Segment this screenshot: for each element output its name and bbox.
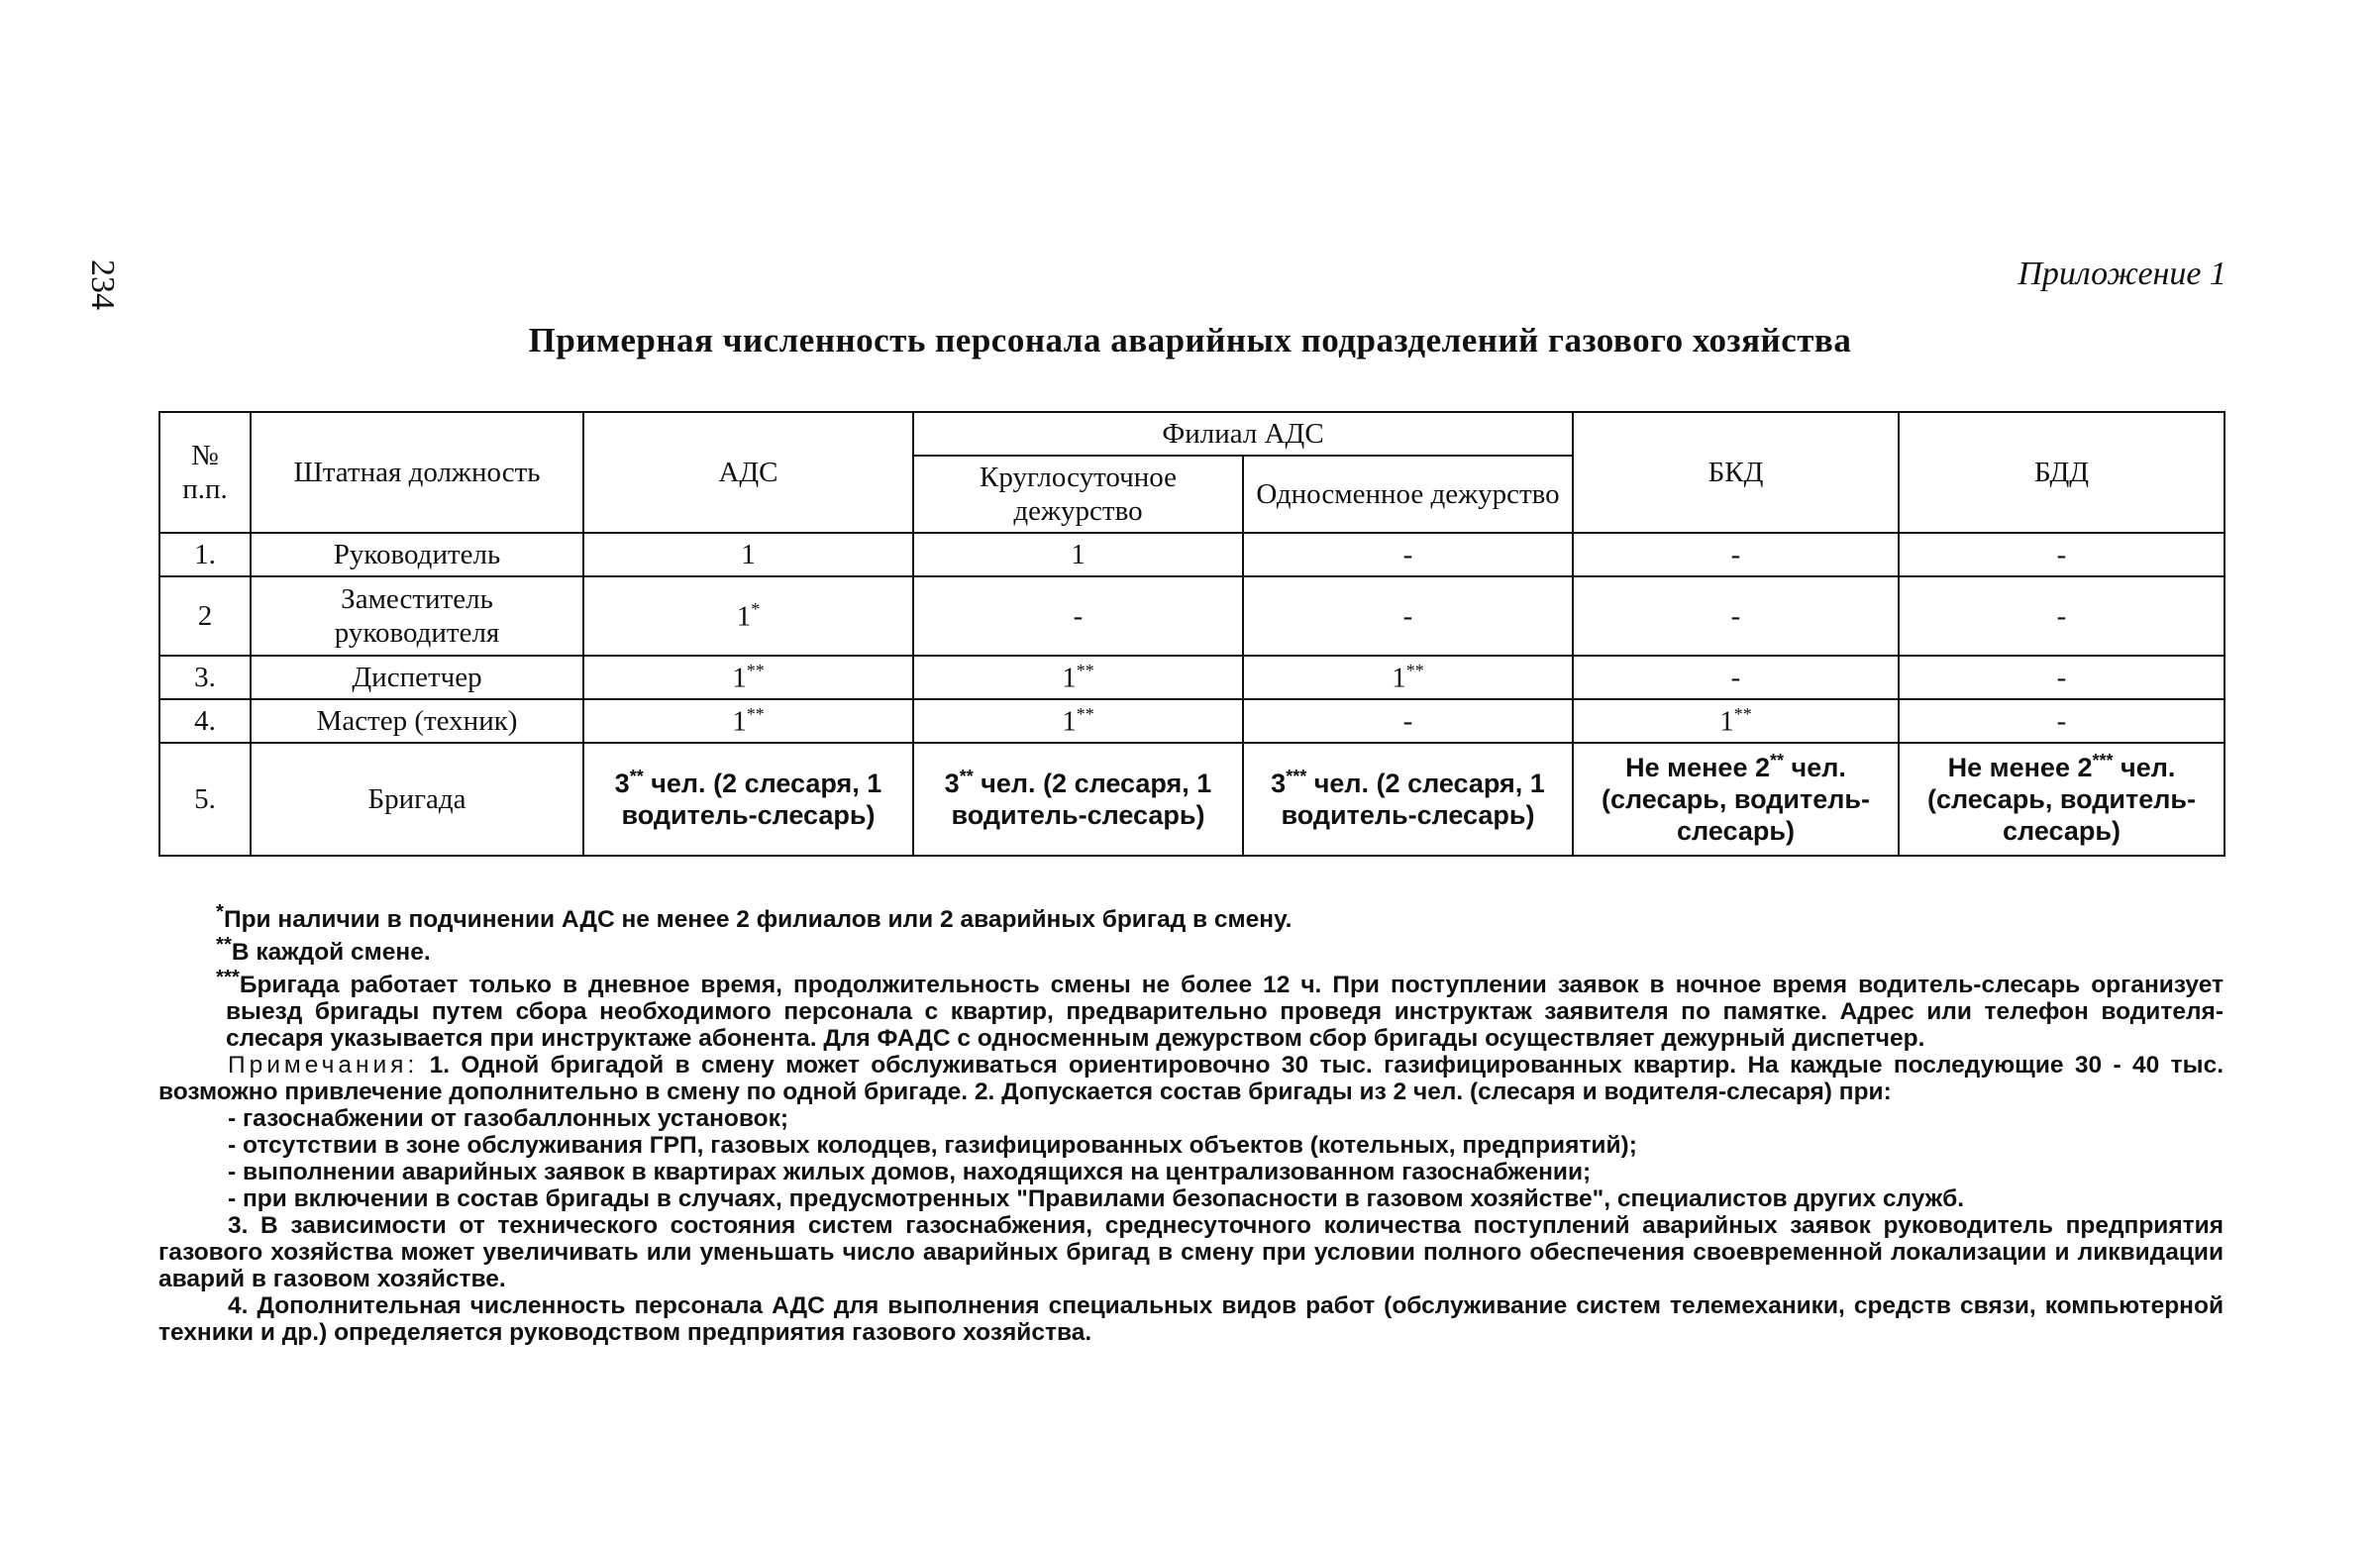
cell-round-clock: - — [913, 576, 1243, 656]
cell-single-shift: - — [1243, 533, 1573, 576]
cell-round-clock: 1** — [913, 656, 1243, 699]
notes-section — [158, 901, 2224, 1346]
header-position: Штатная должность — [251, 412, 583, 533]
cell-single-shift: 3*** чел. (2 слесаря, 1 водитель-слесарь) — [1243, 743, 1573, 856]
cell-position: Руководитель — [251, 533, 583, 576]
cell-ads: 1* — [583, 576, 913, 656]
cell-bkd: - — [1573, 656, 1899, 699]
cell-single-shift: 1** — [1243, 656, 1573, 699]
footnote-3: ***Бригада работает только в дневное время, продолжительность смены не более 12 ч. При поступлении заявок в ночное время водитель-слесарь организует выезд бригады путем сбора необходимого персонала с квартир, предварительно проведя инструктаж заявителя по памятке. Адрес или телефон водителя-слесаря указывается при инструктаже абонента. Для ФАДС с односменным дежурством сбор бригады осуществляет дежурный диспетчер. — [216, 967, 2224, 1053]
cell-single-shift: - — [1243, 576, 1573, 656]
table-row — [159, 656, 2225, 699]
cell-round-clock: 1 — [913, 533, 1243, 576]
remark-4: 4. Дополнительная численность персонала АДС для выполнения специальных видов работ (обслуживание систем телемеханики, средств связи, компьютерной техники и др.) определяется руководством предприятия газового хозяйства. — [158, 1291, 2224, 1346]
cell-bdd: - — [1899, 576, 2225, 656]
cell-bdd: - — [1899, 656, 2225, 699]
table-row — [159, 699, 2225, 743]
remark-3: 3. В зависимости от технического состояния систем газоснабжения, среднесуточного количества поступлений аварийных заявок руководитель предприятия газового хозяйства может увеличивать или уменьшать число аварийных бригад в смену при условии полного обеспечения своевременной локализации и ликвидации аварий в газовом хозяйстве. — [158, 1211, 2224, 1292]
cell-num: 3. — [159, 656, 251, 699]
cell-bkd: 1** — [1573, 699, 1899, 743]
list-item: - при включении в состав бригады в случаях, предусмотренных "Правилами безопасности в газовом хозяйстве", специалистов других служб. — [228, 1184, 1965, 1212]
cell-bdd: - — [1899, 533, 2225, 576]
cell-bdd: Не менее 2*** чел. (слесарь, водитель-слесарь) — [1899, 743, 2225, 856]
header-branch: Филиал АДС — [913, 412, 1573, 456]
list-item: - газоснабжении от газобаллонных установок; — [228, 1105, 789, 1133]
page-number: 234 — [84, 259, 121, 310]
cell-round-clock: 3** чел. (2 слесаря, 1 водитель-слесарь) — [913, 743, 1243, 856]
header-bdd: БДД — [1899, 412, 2225, 533]
list-item: - выполнении аварийных заявок в квартирах жилых домов, находящихся на централизованном газоснабжении; — [228, 1158, 1592, 1185]
table-row — [159, 533, 2225, 576]
footnote-1: *При наличии в подчинении АДС не менее 2 филиалов или 2 аварийных бригад в смену. — [216, 901, 1293, 934]
cell-num: 2 — [159, 576, 251, 656]
cell-position: Заместитель руководителя — [251, 576, 583, 656]
cell-position: Бригада — [251, 743, 583, 856]
cell-round-clock: 1** — [913, 699, 1243, 743]
remark-1: Примечания: 1. Одной бригадой в смену может обслуживаться ориентировочно 30 тыс. газифицированных квартир. На каждые последующие 30 - 40 тыс. возможно привлечение дополнительно в смену по одной бригаде. 2. Допускается состав бригады из 2 чел. (слесаря и водителя-слесаря) при: — [158, 1052, 2225, 1106]
cell-ads: 1 — [583, 533, 913, 576]
cell-ads: 1** — [583, 656, 913, 699]
table-row — [159, 743, 2225, 856]
header-single-shift: Односменное дежурство — [1243, 456, 1573, 533]
table-row — [159, 576, 2225, 656]
cell-bdd: - — [1899, 699, 2225, 743]
cell-num: 4. — [159, 699, 251, 743]
page-title: Примерная численность персонала аварийных подразделений газового хозяйства — [528, 321, 1852, 360]
list-item: - отсутствии в зоне обслуживания ГРП, газовых колодцев, газифицированных объектов (котельных, предприятий); — [228, 1131, 1637, 1159]
footnote-2: **В каждой смене. — [216, 934, 431, 967]
header-round-clock: Круглосуточное дежурство — [913, 456, 1243, 533]
cell-position: Мастер (техник) — [251, 699, 583, 743]
cell-num: 5. — [159, 743, 251, 856]
cell-single-shift: - — [1243, 699, 1573, 743]
header-bkd: БКД — [1573, 412, 1899, 533]
cell-bkd: Не менее 2** чел. (слесарь, водитель-слесарь) — [1573, 743, 1899, 856]
header-ads: АДС — [583, 412, 913, 533]
header-num: № п.п. — [159, 412, 251, 533]
appendix-label: Приложение 1 — [2018, 256, 2226, 292]
cell-bkd: - — [1573, 533, 1899, 576]
cell-ads: 1** — [583, 699, 913, 743]
cell-num: 1. — [159, 533, 251, 576]
cell-ads: 3** чел. (2 слесаря, 1 водитель-слесарь) — [583, 743, 913, 856]
cell-position: Диспетчер — [251, 656, 583, 699]
cell-bkd: - — [1573, 576, 1899, 656]
staffing-table — [158, 411, 2225, 857]
